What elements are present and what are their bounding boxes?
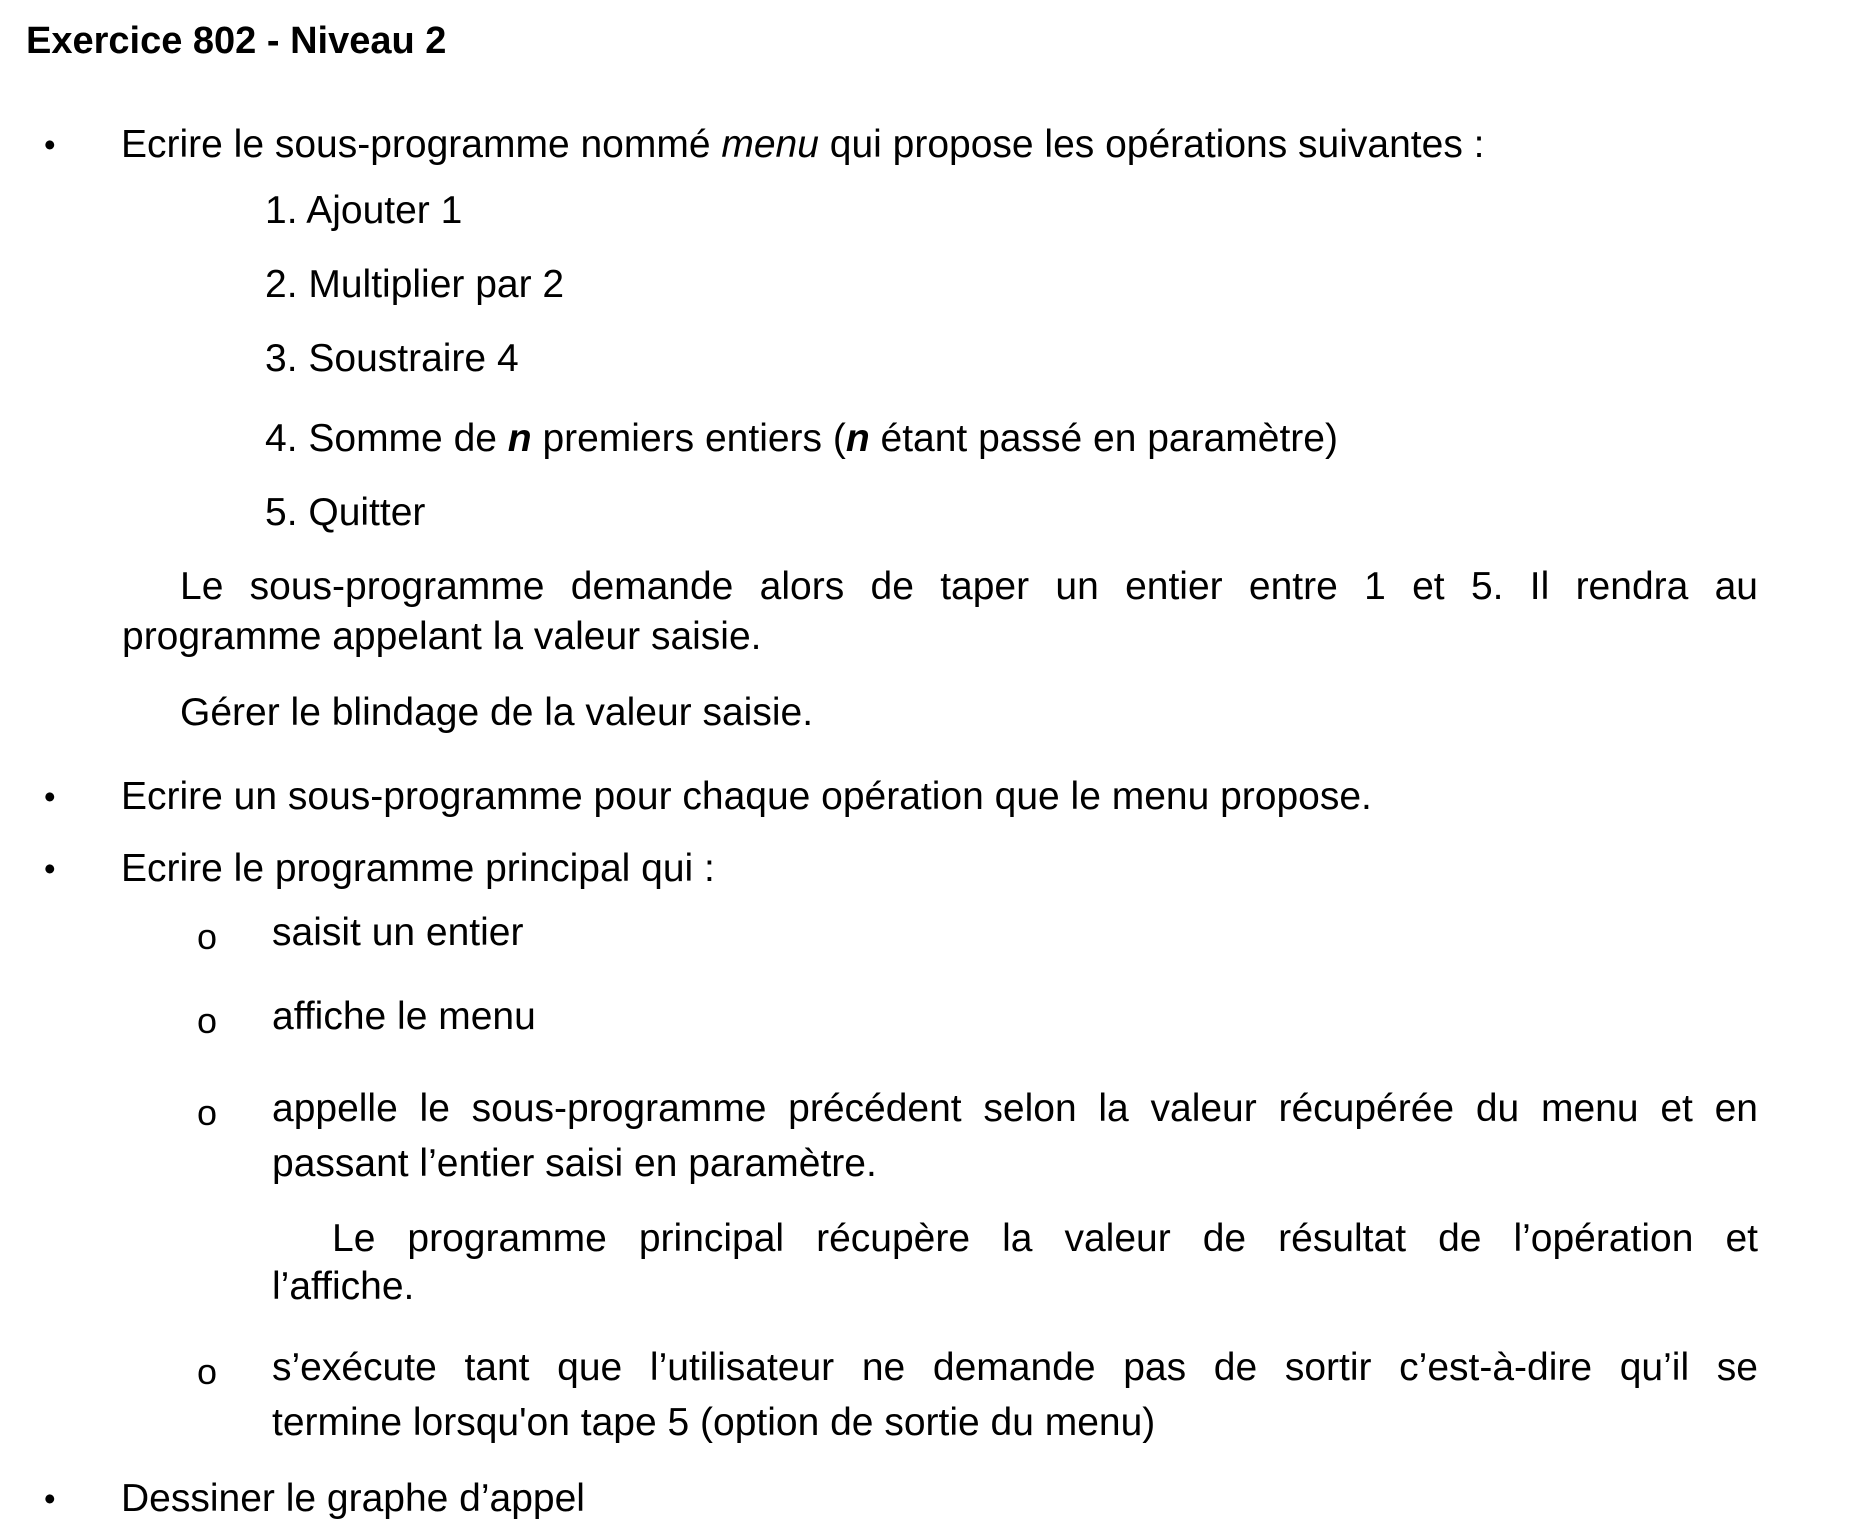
bullet-4-text: Dessiner le graphe d’appel [121, 1477, 585, 1520]
sub-item-3-line-2: passant l’entier saisi en paramètre. [272, 1142, 877, 1185]
menu-item-1: 1. Ajouter 1 [265, 189, 463, 232]
sub-item-2: affiche le menu [272, 995, 536, 1038]
menu-item-4-n2: n [845, 417, 870, 460]
bullet-1-text [121, 122, 1485, 168]
bullet-marker: • [44, 126, 56, 163]
sub-item-4-line-2: termine lorsqu'on tape 5 (option de sortie du menu) [272, 1401, 1156, 1444]
sub-item-3-para-line-1: Le programme principal récupère la valeur de résultat de l’opération et [332, 1217, 1758, 1260]
menu-item-4-a: 4. Somme de [265, 417, 508, 460]
paragraph-2: Gérer le blindage de la valeur saisie. [180, 691, 814, 734]
sub-item-3-line-1: appelle le sous-programme précédent selon la valeur récupérée du menu et en [272, 1087, 1758, 1130]
paragraph-1-line-1: Le sous-programme demande alors de taper un entier entre 1 et 5. Il rendra au [180, 565, 1758, 608]
bullet-2-text: Ecrire un sous-programme pour chaque opération que le menu propose. [121, 775, 1372, 818]
sub-bullet-marker: o [197, 1000, 218, 1041]
bullet-marker: • [44, 1480, 56, 1517]
menu-item-5: 5. Quitter [265, 491, 426, 534]
bullet-1-prefix: Ecrire le sous-programme nommé [121, 123, 722, 166]
sub-bullet-marker: o [197, 916, 218, 957]
bullet-1-italic-word: menu [721, 123, 819, 166]
menu-item-4-n1: n [507, 417, 532, 460]
sub-bullet-marker: o [197, 1351, 218, 1392]
sub-item-3-para-line-2: l’affiche. [272, 1265, 415, 1308]
menu-item-4-b: premiers entiers ( [531, 417, 846, 460]
bullet-marker: • [44, 778, 56, 815]
bullet-marker: • [44, 850, 56, 887]
menu-item-4-c: étant passé en paramètre) [869, 417, 1338, 460]
paragraph-1-line-2: programme appelant la valeur saisie. [122, 615, 762, 658]
sub-bullet-marker: o [197, 1092, 218, 1133]
sub-item-4-line-1: s’exécute tant que l’utilisateur ne demande pas de sortir c’est-à-dire qu’il se [272, 1346, 1758, 1389]
page-title: Exercice 802 - Niveau 2 [26, 20, 447, 62]
bullet-3-text: Ecrire le programme principal qui : [121, 847, 715, 890]
menu-item-3: 3. Soustraire 4 [265, 337, 519, 380]
sub-item-1: saisit un entier [272, 911, 524, 954]
menu-item-2: 2. Multiplier par 2 [265, 263, 565, 306]
menu-item-4 [265, 416, 1338, 462]
bullet-1-suffix: qui propose les opérations suivantes : [818, 123, 1485, 166]
